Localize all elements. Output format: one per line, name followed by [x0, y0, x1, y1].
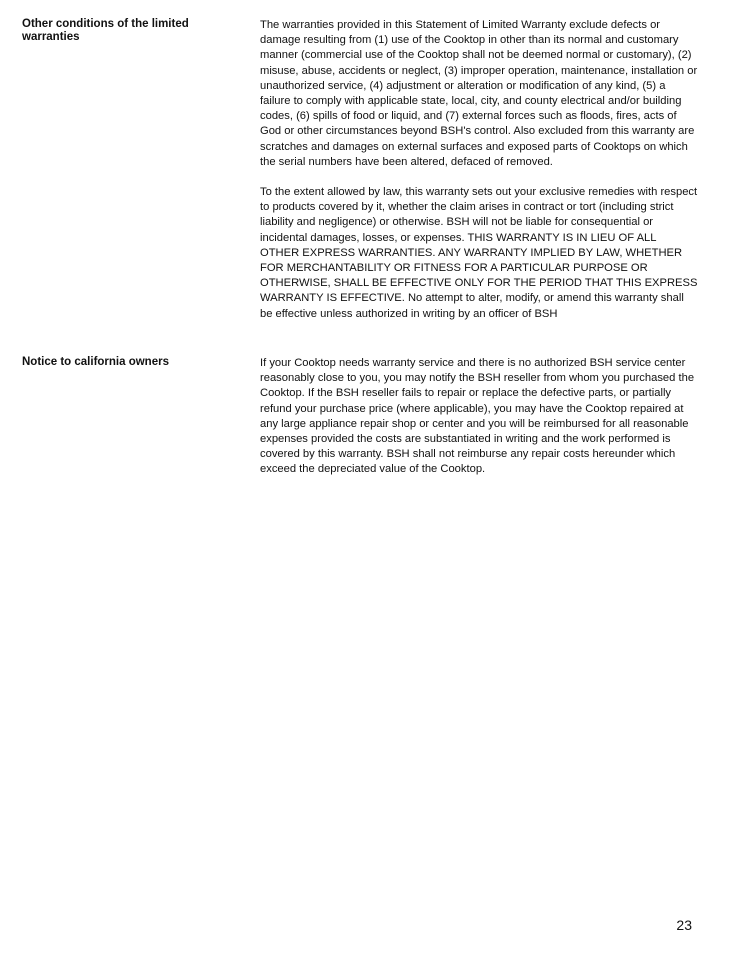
paragraph-exclusions: The warranties provided in this Statement of Limited Warranty exclude defects or damage resulting from (1) use of the Cooktop in other than its normal and customary manner (commercial use of the Cooktop shall not be deemed normal or customary), (2) misuse, abuse, accidents or neglect, (3) improper operation, maintenance, installation or unauthorized service, (4) adjustment or alteration or modification of any kind, (5) a failure to comply with applicable state, local, city, and county electrical and/or building codes, (6) spills of food or liquid, and (7) external forces such as floods, fires, acts of God or other circumstances beyond BSH's control. Also excluded from this warranty are scratches and damages on external surfaces and exposed parts of Cooktops on which the serial numbers have been altered, defaced of removed.	[260, 19, 698, 168]
paragraph-california-service: If your Cooktop needs warranty service and there is no authorized BSH service center reasonably close to you, you may notify the BSH reseller from whom you purchased the Cooktop. If the BSH reseller fails to repair or replace the defective parts, or partially refund your purchase price (where applicable), you may have the Cooktop repaired at any large appliance repair shop or center and you will be reimbursed for all reasonable expenses provided the costs are substantiated in writing and the work performed is covered by this warranty. BSH shall not reimburse any repair costs hereunder which exceed the depreciated value of the Cooktop.	[260, 357, 695, 476]
page-number: 23	[676, 917, 692, 933]
section-body	[260, 18, 698, 337]
section-heading: Other conditions of the limited warranties	[22, 18, 189, 43]
section-heading: Notice to california owners	[22, 356, 169, 368]
paragraph-exclusive-remedies: To the extent allowed by law, this warranty sets out your exclusive remedies with respect to products covered by it, whether the claim arises in contract or tort (including strict liability and negligence) or otherwise. BSH will not be liable for consequential or incidental damages, losses, or expenses. THIS WARRANTY IS IN LIEU OF ALL OTHER EXPRESS WARRANTIES. ANY WARRANTY IMPLIED BY LAW, WHETHER FOR MERCHANTABILITY OR FITNESS FOR A PARTICULAR PURPOSE OR OTHERWISE, SHALL BE EFFECTIVE ONLY FOR THE PERIOD THAT THIS EXPRESS WARRANTY IS EFFECTIVE. No attempt to alter, modify, or amend this warranty shall be effective unless authorized in writing by an officer of BSH	[260, 186, 698, 320]
section-body	[260, 356, 698, 493]
